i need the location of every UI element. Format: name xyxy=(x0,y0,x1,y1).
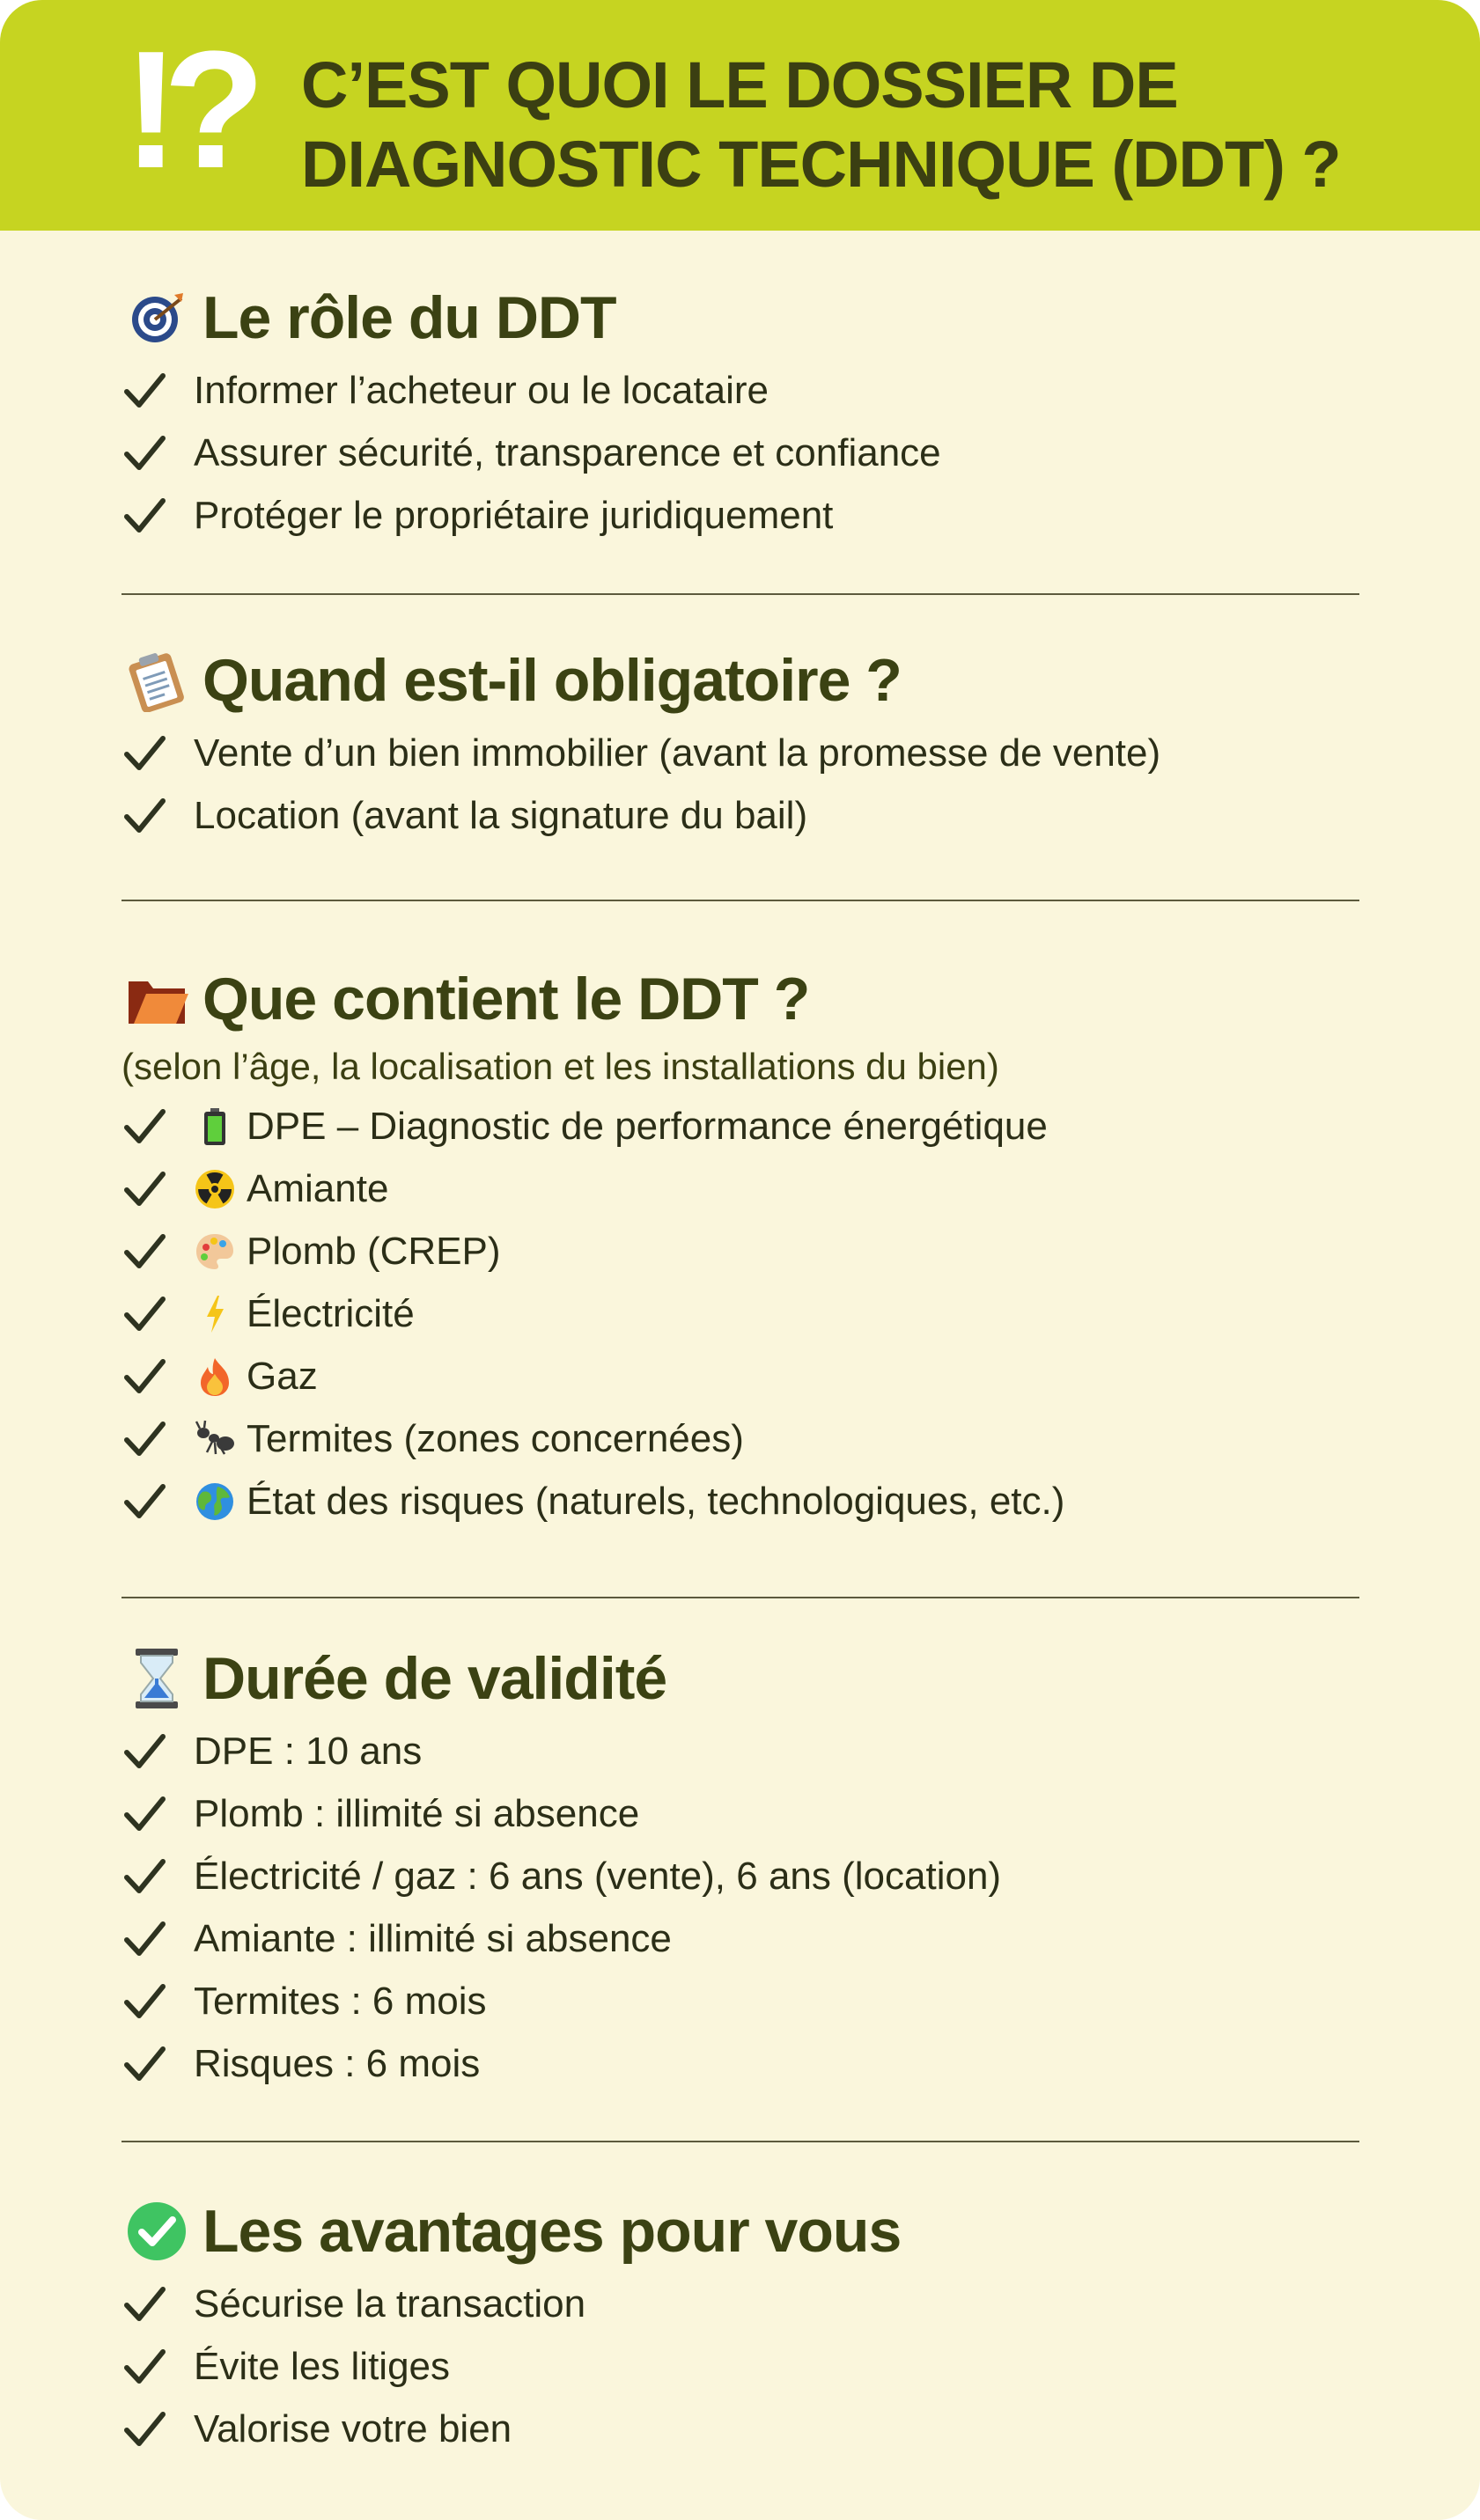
list-item xyxy=(121,1470,1372,1532)
checkmark-icon xyxy=(121,1166,167,1212)
item-label: Amiante xyxy=(247,1166,389,1210)
interrobang-icon: !? xyxy=(123,17,250,203)
page-title: C’EST QUOI LE DOSSIER DE DIAGNOSTIC TECHNIQUE (DDT) ? xyxy=(301,48,1341,201)
checkmark-icon xyxy=(121,2344,167,2390)
item-list xyxy=(121,2273,1372,2460)
list-item xyxy=(121,2398,1372,2460)
checkmark-icon xyxy=(121,2281,167,2327)
list-item xyxy=(121,484,1372,547)
fire-icon xyxy=(194,1356,236,1398)
section-avantages xyxy=(121,2193,1372,2460)
item-label: Électricité / gaz : 6 ans (vente), 6 ans (location) xyxy=(194,1854,1002,1898)
item-label: Termites : 6 mois xyxy=(194,1979,487,2023)
checkmark-icon xyxy=(121,1354,167,1400)
hourglass-icon xyxy=(121,1643,192,1714)
list-item xyxy=(121,1720,1372,1782)
list-item xyxy=(121,2335,1372,2398)
list-item xyxy=(121,2273,1372,2335)
checkmark-icon xyxy=(121,1979,167,2024)
item-label: Valorise votre bien xyxy=(194,2406,512,2450)
list-item xyxy=(121,1970,1372,2032)
item-label: Sécurise la transaction xyxy=(194,2281,586,2325)
list-item xyxy=(121,722,1372,784)
item-list xyxy=(121,722,1372,847)
item-label: Location (avant la signature du bail) xyxy=(194,793,808,837)
item-label: Plomb (CREP) xyxy=(247,1229,501,1273)
section-header xyxy=(121,961,1372,1037)
list-item xyxy=(121,1845,1372,1907)
checkmark-icon xyxy=(121,1729,167,1774)
list-item xyxy=(121,1782,1372,1845)
section-title: Le rôle du DDT xyxy=(202,284,616,351)
ant-icon xyxy=(194,1418,236,1460)
item-label: Amiante : illimité si absence xyxy=(194,1916,672,1960)
section-header xyxy=(121,280,1372,356)
checkmark-icon xyxy=(121,731,167,776)
checkmark-icon xyxy=(121,793,167,839)
list-item xyxy=(121,1907,1372,1970)
section-header xyxy=(121,2193,1372,2269)
clipboard-icon xyxy=(121,645,192,716)
checkmark-icon xyxy=(121,1416,167,1462)
radioactive-icon xyxy=(194,1168,236,1210)
list-item xyxy=(121,1220,1372,1282)
checkmark-icon xyxy=(121,493,167,539)
checkmark-icon xyxy=(121,1229,167,1275)
section-role xyxy=(121,280,1372,547)
checkmark-icon xyxy=(121,1791,167,1837)
list-item xyxy=(121,2032,1372,2095)
item-label: Informer l’acheteur ou le locataire xyxy=(194,368,769,412)
section-note: (selon l’âge, la localisation et les installations du bien) xyxy=(121,1046,999,1087)
target-icon xyxy=(121,283,192,353)
item-label: État des risques (naturels, technologiques, etc.) xyxy=(247,1479,1065,1523)
checkmark-icon xyxy=(121,1104,167,1150)
folder-icon xyxy=(121,964,192,1034)
section-header xyxy=(121,1641,1372,1716)
checkmark-icon xyxy=(121,2406,167,2452)
item-list xyxy=(121,1720,1372,2095)
divider xyxy=(121,593,1359,595)
checkmark-icon xyxy=(121,1854,167,1899)
checkmark-icon xyxy=(121,430,167,476)
divider xyxy=(121,2141,1359,2142)
list-item xyxy=(121,1345,1372,1407)
item-label: Protéger le propriétaire juridiquement xyxy=(194,493,834,537)
header-banner xyxy=(0,0,1480,231)
section-title: Que contient le DDT ? xyxy=(202,966,810,1032)
item-label: DPE : 10 ans xyxy=(194,1729,423,1773)
section-title: Quand est-il obligatoire ? xyxy=(202,647,902,714)
item-list xyxy=(121,1095,1372,1532)
checkmark-icon xyxy=(121,1479,167,1524)
item-label: DPE – Diagnostic de performance énergétique xyxy=(247,1104,1048,1148)
lightning-icon xyxy=(194,1293,236,1335)
list-item xyxy=(121,359,1372,422)
list-item xyxy=(121,1282,1372,1345)
section-contenu xyxy=(121,961,1372,1532)
checkmark-icon xyxy=(121,1916,167,1962)
section-obligatoire xyxy=(121,643,1372,847)
checkmark-icon xyxy=(121,368,167,414)
battery-icon xyxy=(194,1106,236,1148)
item-label: Gaz xyxy=(247,1354,318,1398)
palette-icon xyxy=(194,1231,236,1273)
item-label: Termites (zones concernées) xyxy=(247,1416,744,1460)
section-title: Durée de validité xyxy=(202,1645,667,1712)
list-item xyxy=(121,1157,1372,1220)
item-label: Vente d’un bien immobilier (avant la promesse de vente) xyxy=(194,731,1161,775)
list-item xyxy=(121,1095,1372,1157)
item-label: Électricité xyxy=(247,1291,415,1335)
section-header xyxy=(121,643,1372,718)
item-list xyxy=(121,359,1372,547)
item-label: Évite les litiges xyxy=(194,2344,451,2388)
checkmark-icon xyxy=(121,2041,167,2087)
section-title: Les avantages pour vous xyxy=(202,2198,902,2265)
globe-icon xyxy=(194,1480,236,1523)
list-item xyxy=(121,422,1372,484)
list-item xyxy=(121,784,1372,847)
list-item xyxy=(121,1407,1372,1470)
item-label: Assurer sécurité, transparence et confiance xyxy=(194,430,941,474)
checkmark-icon xyxy=(121,1291,167,1337)
divider xyxy=(121,900,1359,901)
check-circle-icon xyxy=(121,2196,192,2267)
item-label: Plomb : illimité si absence xyxy=(194,1791,640,1835)
divider xyxy=(121,1597,1359,1598)
section-validite xyxy=(121,1641,1372,2095)
item-label: Risques : 6 mois xyxy=(194,2041,481,2085)
